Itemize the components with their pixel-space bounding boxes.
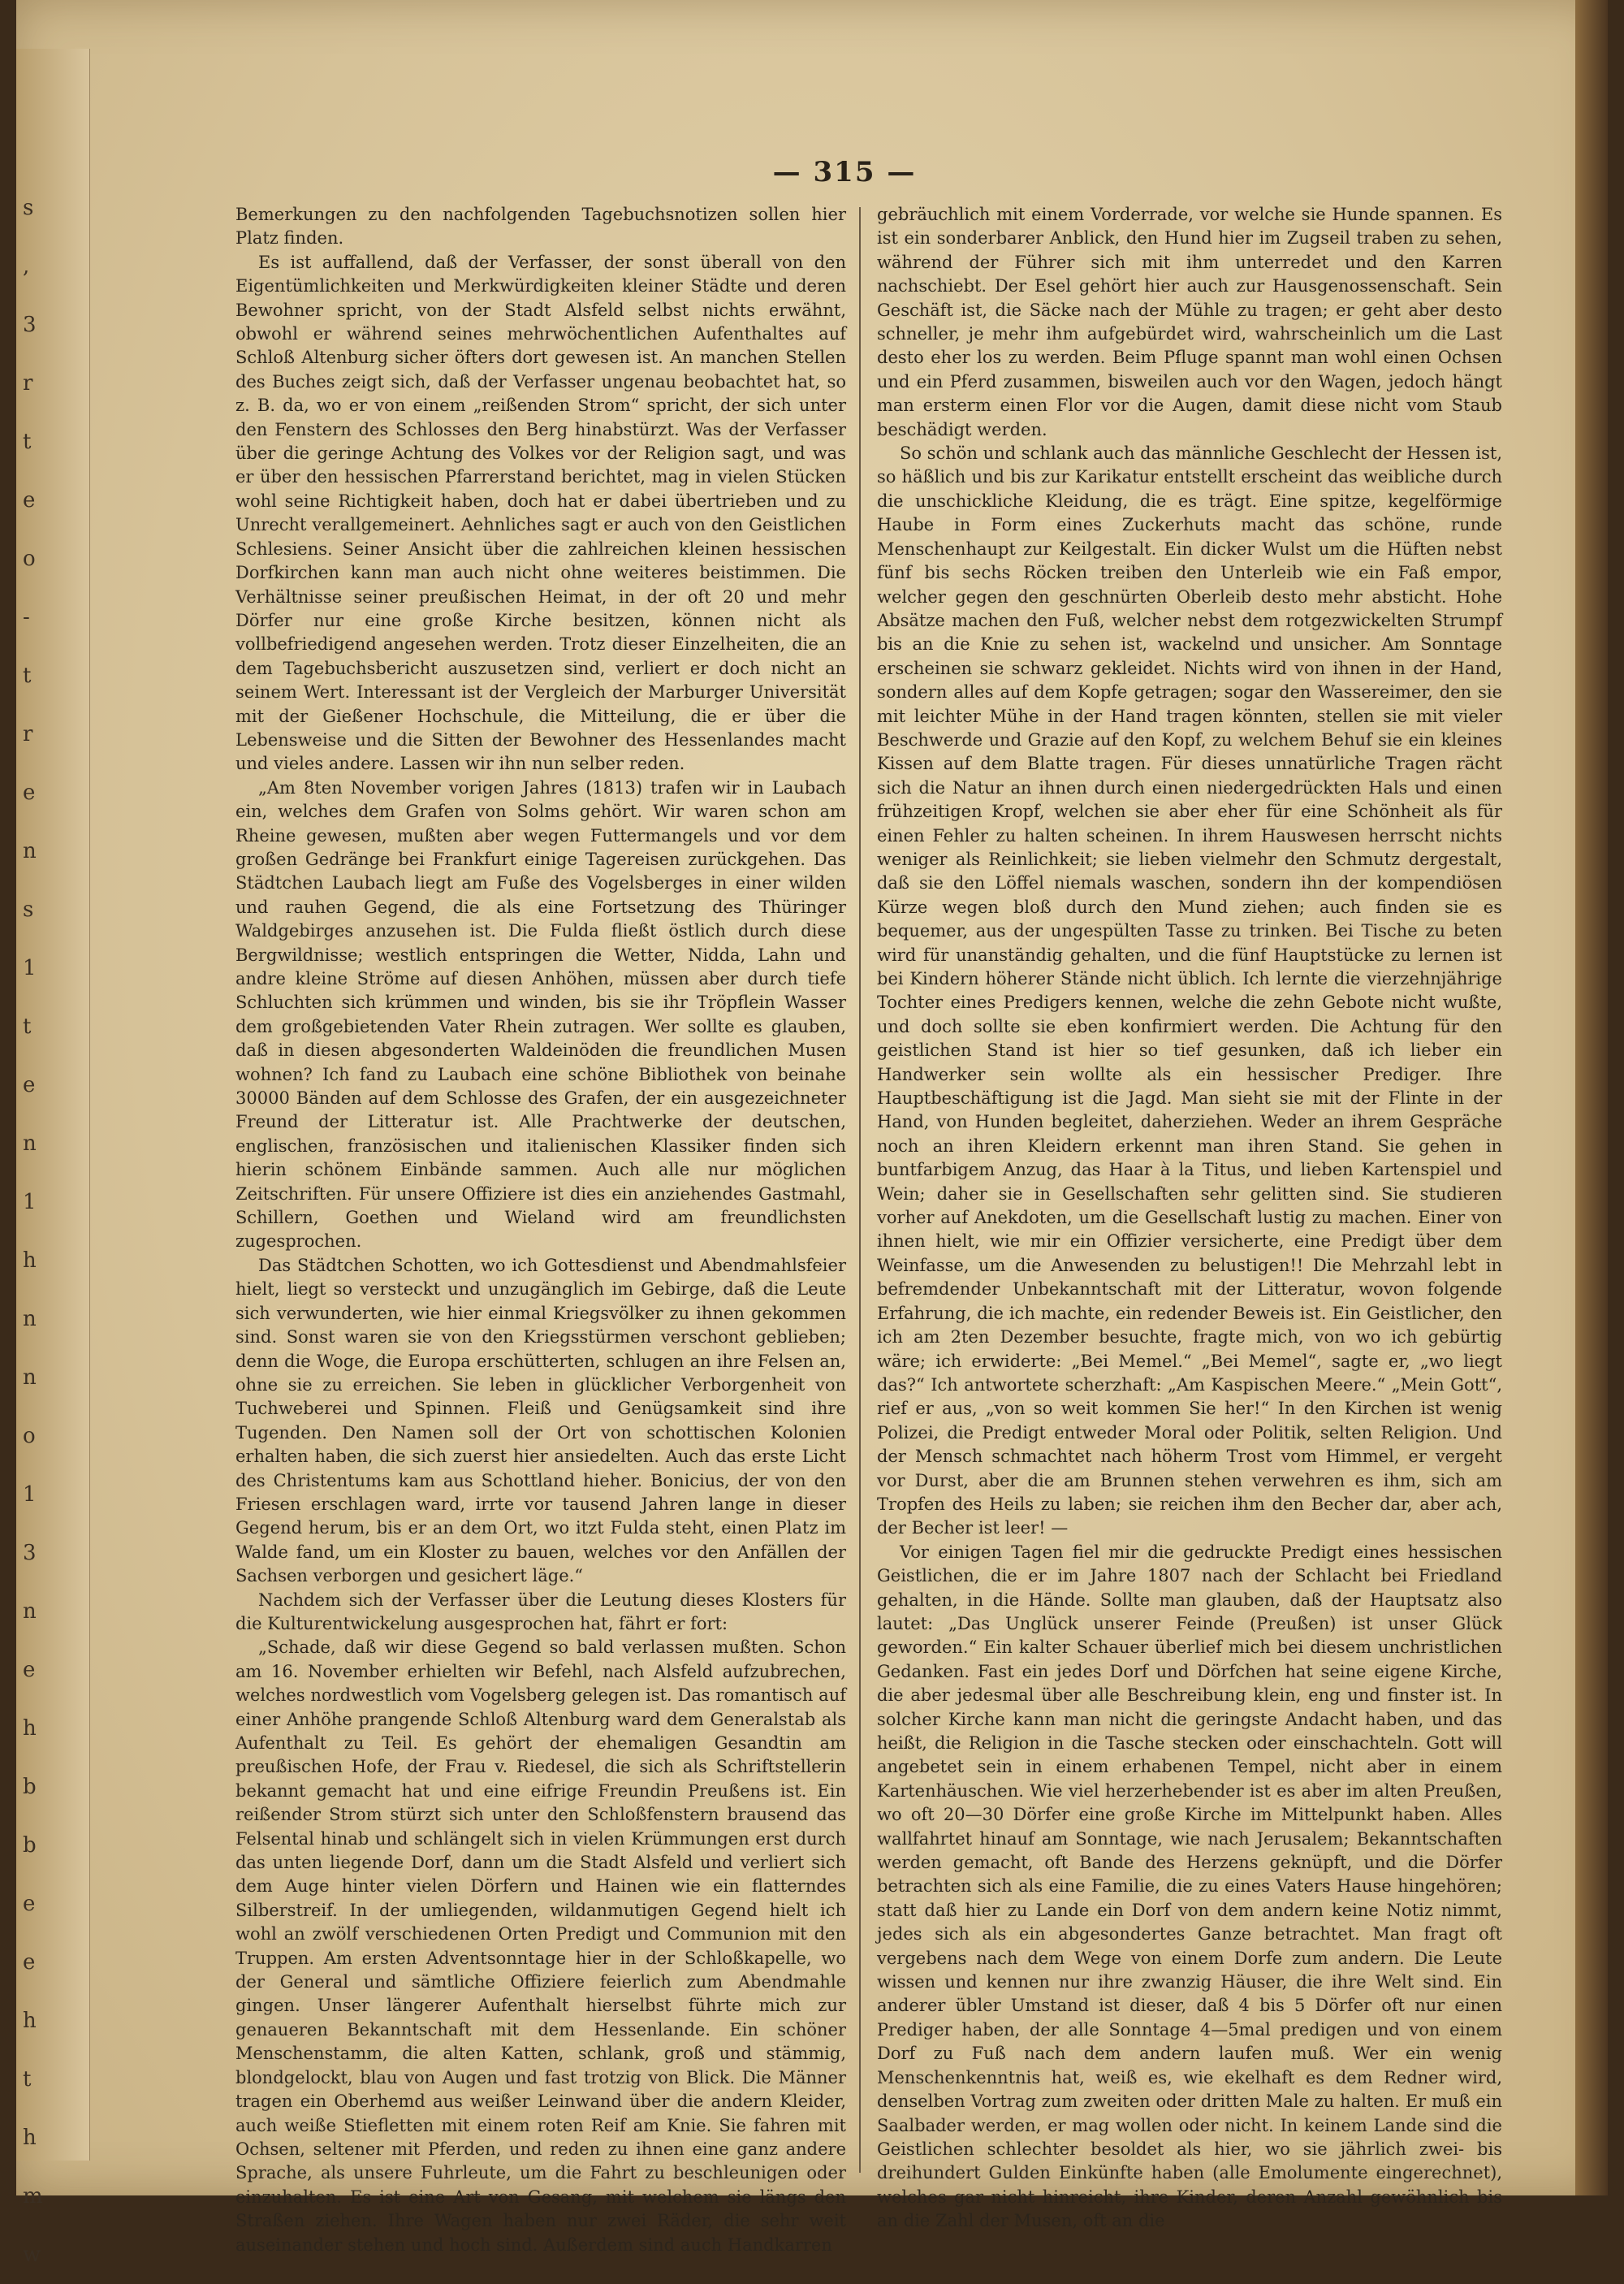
facing-page-letter: r — [23, 722, 33, 746]
paragraph: „Schade, daß wir diese Gegend so bald verlassen mußten. Schon am 16. November erhielten wir Befehl, nach Alsfeld aufzubrechen, welches nordwestlich vom Vogelsberg gelegen ist. Das romantisch auf einer Anhöhe prangende Schloß Altenburg ward dem Generalstab als Aufenthalt zu Teil. Es gehört der ehemaligen Gesandtin am preußischen Hofe, der Frau v. Riedesel, die sich als Schriftstellerin bekannt gemacht hat und eine eifrige Freundin Preußens ist. Ein reißender Strom stürzt sich unter den Schloßfenstern brausend das Felsental hinab und schlängelt sich in vielen Krümmungen erst durch das unten liegende Dorf, dann um die Stadt Alsfeld und verliert sich dem Auge hinter vielen Dörfern und Hainen wie ein flatterndes Silberstreif. In der umliegenden, wildanmutigen Gegend hielt ich wohl an zwölf verschiedenen Orten Predigt und Communion mit den Truppen. Am ersten Adventsonntage hier in der Schloßkapelle, wo der General und sämtliche Offiziere feierlich zum Abendmahle gingen. Unser längerer Aufenthalt hierselbst führte mich zur genaueren Bekanntschaft mit dem Hessenlande. Ein schöner Menschenstamm, die alten Katten, schlank, groß und stämmig, blondgelockt, blau von Augen und fast trotzig von Blick. Die Männer tragen ein Oberhemd aus weißer Leinwand über die andern Kleider, auch weiße Stiefletten mit einem roten Reif am Knie. Sie fahren mit Ochsen, seltener mit Pferden, und reden zu ihnen eine ganz andere Sprache, als unsere Fuhrleute, um die Fahrt zu beschleunigen oder einzuhalten. Es ist eine Art von Gesang, mit welchem sie längs den Straßen ziehen. Ihre Wagen haben nur zwei Räder, die sehr weit auseinander stehen und hoch sind. Außerdem sind auch Handkarren — [235, 1637, 846, 2255]
facing-page-letter: s — [23, 196, 34, 220]
facing-page-letter: m — [23, 2184, 43, 2208]
book-binding-edge — [1575, 0, 1608, 2195]
facing-page-letter: b — [23, 1833, 37, 1858]
facing-page-letter: o — [23, 1424, 36, 1448]
facing-page-letter: e — [23, 1073, 36, 1097]
facing-page-letter: n — [23, 1131, 37, 1156]
facing-page-letter: s — [23, 898, 34, 922]
right-text-column — [877, 203, 1502, 2234]
book-page — [16, 0, 1608, 2267]
facing-page-letter: n — [23, 1365, 37, 1390]
facing-page-letter: e — [23, 1950, 36, 1975]
facing-page-letter: h — [23, 2126, 37, 2150]
facing-page-letter: t — [23, 664, 32, 688]
facing-page-letter: e — [23, 1892, 36, 1916]
left-text-column — [235, 203, 846, 2257]
facing-page-letter: n — [23, 1307, 37, 1331]
facing-page-letter: 1 — [23, 956, 37, 980]
facing-page-letter: o — [23, 547, 36, 571]
facing-page-letter: w — [23, 2243, 41, 2267]
facing-page-letter: 3 — [23, 1541, 37, 1565]
facing-page-letter: e — [23, 488, 36, 513]
facing-page-letter: h — [23, 1248, 37, 1273]
facing-page-letters — [23, 179, 55, 2284]
paragraph: Es ist auffallend, daß der Verfasser, der sonst überall von den Eigentümlichkeiten und Merkwürdigkeiten kleiner Städte und deren Bewohner spricht, von der Stadt Alsfeld selbst nichts erwähnt, obwohl er während seines mehrwöchentlichen Aufenthaltes auf Schloß Altenburg sicher öfters dort gewesen ist. An manchen Stellen des Buches zeigt sich, daß der Verfasser ungenau beobachtet hat, so z. B. da, wo er von einem „reißenden Strom“ spricht, der sich unter den Fenstern des Schlosses den Berg hinabstürzt. Was der Verfasser über die geringe Achtung des Volkes vor der Religion sagt, und was er über den hessischen Pfarrerstand berichtet, mag in vielen Stücken wohl seine Richtigkeit haben, doch hat er dabei übertrieben und zu Unrecht verallgemeinert. Aehnliches sagt er auch von den Geistlichen Schlesiens. Seiner Ansicht über die zahlreichen kleinen hessischen Dorfkirchen kann man auch nicht ohne weiteres beistimmen. Die Verhältnisse seiner preußischen Heimat, in der oft 20 und mehr Dörfer nur eine große Kirche besitzen, können nicht als vollbefriedigend angesehen werden. Trotz dieser Einzelheiten, die an dem Tagebuchsbericht auszusetzen sind, verliert er doch nicht an seinem Wert. Interessant ist der Vergleich der Marburger Universität mit der Gießener Hochschule, die Mitteilung, die er über die Lebensweise und die Sitten der Bewohner des Hessenlandes macht und vieles andere. Lassen wir ihn nun selber reden. — [235, 252, 846, 774]
facing-page-letter: t — [23, 1014, 32, 1039]
facing-page-letter: 1 — [23, 1190, 37, 1214]
facing-page-letter: r — [23, 371, 33, 396]
facing-page-letter: b — [23, 1775, 37, 1799]
facing-page-letter: n — [23, 839, 37, 863]
facing-page-letter: 3 — [23, 313, 37, 337]
facing-page-letter: t — [23, 2067, 32, 2092]
facing-page-letter: n — [23, 1599, 37, 1624]
facing-page-letter: - — [23, 605, 30, 629]
column-divider — [859, 207, 861, 2173]
paragraph: Das Städtchen Schotten, wo ich Gottesdienst und Abendmahlsfeier hielt, liegt so versteckt und unzugänglich im Gebirge, daß die Leute sich verwunderten, wie hier einmal Kriegsvölker zu ihnen gekommen sind. Sonst waren sie von den Kriegsstürmen verschont geblieben; denn die Woge, die Europa erschütterten, schlugen an ihre Felsen an, ohne sie zu erreichen. Sie leben in glücklicher Verborgenheit von Tuchweberei und Spinnen. Fleiß und Genügsamkeit sind ihre Tugenden. Den Namen soll der Ort von schottischen Kolonien erhalten haben, die sich zuerst hier ansiedelten. Auch das erste Licht des Christentums kam aus Schottland hieher. Bonicius, der von den Friesen erschlagen ward, irrte vor tausend Jahren lange in dieser Gegend herum, bis er an dem Ort, wo itzt Fulda steht, einen Platz im Walde fand, um ein Kloster zu bauen, welches vor den Anfällen der Sachsen verborgen und gesichert läge.“ — [235, 1255, 846, 1586]
paragraph: „Am 8ten November vorigen Jahres (1813) trafen wir in Laubach ein, welches dem Grafen von Solms gehört. Wir waren schon am Rheine gewesen, mußten aber wegen Futtermangels und vor dem großen Gedränge bei Frankfurt einige Tagereisen zurückgehen. Das Städtchen Laubach liegt am Fuße des Vogelsberges in einer wilden und rauhen Gegend, die als eine Fortsetzung des Thüringer Waldgebirges anzusehen ist. Die Fulda fließt östlich durch diese Bergwildnisse; westlich entspringen die Wetter, Nidda, Lahn und andre kleine Ströme auf diesen Anhöhen, müssen aber durch tiefe Schluchten sich krümmen und winden, bis sie ihr Tröpflein Wasser dem großgebietenden Vater Rhein zutragen. Wer sollte es glauben, daß in diesen abgesonderten Waldeinöden die freundlichen Musen wohnen? Ich fand zu Laubach eine schöne Bibliothek von beinahe 30000 Bänden auf dem Schlosse des Grafen, der ein ausgezeichneter Freund der Litteratur ist. Alle Prachtwerke der deutschen, englischen, französischen und italienischen Klassiker finden sich hierin schönem Einbände sammen. Auch alle nur möglichen Zeitschriften. Für unsere Offiziere ist dies ein anziehendes Gastmahl, Schillern, Goethen und Wieland wird am freundlichsten zugesprochen. — [235, 777, 846, 1252]
facing-page-letter: h — [23, 2009, 37, 2033]
paragraph: Vor einigen Tagen fiel mir die gedruckte Predigt eines hessischen Geistlichen, die er im Jahre 1807 nach der Schlacht bei Friedland gehalten, in die Hände. Sollte man glauben, daß der Hauptsatz also lautet: „Das Unglück unserer Feinde (Preußen) ist unser Glück geworden.“ Ein kalter Schauer überlief mich bei diesem unchristlichen Gedanken. Fast ein jedes Dorf und Dörfchen hat seine eigene Kirche, die aber jedesmal über alle Beschreibung klein, eng und finster ist. In solcher Kirche kann man nicht die geringste Andacht haben, und das heißt, die Religion in die Tasche stecken oder einschachteln. Gott will angebetet sein in einem erhabenen Tempel, nicht aber in einem Kartenhäuschen. Wie viel herzerhebender ist es aber im alten Preußen, wo oft 20—30 Dörfer eine große Kirche im Mittelpunkt haben. Alles wallfahrtet hinauf am Sonntage, wie nach Jerusalem; Bekanntschaften werden gemacht, oft Bande des Herzens geknüpft, und die Dörfer betrachten sich als eine Familie, die zu eines Vaters Hause hingehören; statt daß hier zu Lande ein Dorf von dem andern keine Notiz nimmt, jedes sich als ein abgesondertes Ganze betrachtet. Man fragt oft vergebens nach dem Wege von einem Dorfe zum andern. Die Leute wissen und kennen nur ihre zwanzig Häuser, die ihre Welt sind. Ein anderer übler Umstand ist dieser, daß 4 bis 5 Dörfer oft nur einen Prediger haben, der alle Sonntage 4—5mal predigen und von einem Dorf zu Fuß nach dem andern laufen muß. Wer ein wenig Menschenkenntnis hat, weiß es, wie ekelhaft es dem Redner wird, denselben Vortrag zum zweiten oder dritten Male zu halten. Er muß ein Saalbader werden, er mag wollen oder nicht. In keinem Lande sind die Geistlichen schlechter besoldet als hier, wo sie jährlich zwei- bis dreihundert Gulden Einkünfte haben (alle Emolumente eingerechnet), welches gar nicht hinreicht, ihre Kinder, deren Anzahl gewöhnlich bis an die Zahl der Musen, oft an die — [877, 1542, 1502, 2231]
facing-page-letter: h — [23, 1716, 37, 1741]
facing-page-letter: t — [23, 430, 32, 454]
facing-page-letter: e — [23, 1658, 36, 1682]
page-number: — 315 — — [772, 156, 917, 188]
paragraph: Nachdem sich der Verfasser über die Leutung dieses Klosters für die Kulturentwickelung ausgesprochen hat, fährt er fort: — [235, 1590, 846, 1633]
paragraph: gebräuchlich mit einem Vorderrade, vor welche sie Hunde spannen. Es ist ein sonderbarer Anblick, den Hund hier im Zugseil traben zu sehen, während der Führer sich mit ihm unterredet und den Karren nachschiebt. Der Esel gehört hier auch zur Hausgenossenschaft. Sein Geschäft ist, die Säcke nach der Mühle zu tragen; er geht aber desto schneller, je mehr ihm aufgebürdet wird, wahrscheinlich um die Last desto eher los zu werden. Beim Pfluge spannt man wohl einen Ochsen und ein Pferd zusammen, bisweilen auch vor den Wagen, jedoch hängt man ersterm einen Flor vor die Augen, damit diese nicht vom Staub beschädigt werden. — [877, 205, 1502, 439]
facing-page-letter: e — [23, 781, 36, 805]
facing-page-letter: 1 — [23, 1482, 37, 1507]
paragraph: Bemerkungen zu den nachfolgenden Tagebuchsnotizen sollen hier Platz finden. — [235, 205, 846, 249]
paragraph: So schön und schlank auch das männliche Geschlecht der Hessen ist, so häßlich und bis zur Karikatur entstellt erscheint das weibliche durch die unschickliche Kleidung, die es trägt. Eine spitze, kegelförmige Haube in Form eines Zuckerhuts macht das schöne, runde Menschenhaupt zur Keilgestalt. Ein dicker Wulst um die Hüften nebst fünf bis sechs Röcken treiben den Unterleib wie ein Faß empor, welcher gegen den geschnürten Oberleib desto mehr absticht. Hohe Absätze machen den Fuß, welcher nebst dem rotgezwickelten Strumpf bis an die Knie zu sehen ist, wackelnd und unsicher. Am Sonntage erscheinen sie schwarz gekleidet. Nichts wird von ihnen in der Hand, sondern alles auf dem Kopfe getragen; sogar den Wassereimer, den sie mit leichter Mühe in der Hand tragen könnten, stellen sie mit vieler Beschwerde und Grazie auf den Kopf, zu welchem Behuf sie ein kleines Kissen auf dem Blatte tragen. Für dieses unnatürliche Tragen rächt sich die Natur an ihnen durch einen niedergedrückten Hals und einen frühzeitigen Kropf, welchen sie aber eher für eine Schönheit als für einen Fehler zu halten scheinen. In ihrem Hauswesen herrscht nichts weniger als Reinlichkeit; sie lieben vielmehr den Schmutz dergestalt, daß sie den Löffel niemals waschen, sondern ihn der kompendiösen Kürze wegen bloß durch den Mund ziehen; auch finden sie es bequemer, aus der ungespülten Tasse zu trinken. Bei Tische zu beten wird für unanständig gehalten, und die fünf Hauptstücke zu lernen ist bei Kindern höherer Stände nicht üblich. Ich lernte die vierzehnjährige Tochter eines Predigers kennen, welche die zehn Gebote nicht wußte, und doch sollte sie eben konfirmiert werden. Die Achtung für den geistlichen Stand ist hier so tief gesunken, daß ich lieber ein Handwerker sein wollte als ein hessischer Prediger. Ihre Hauptbeschäftigung ist die Jagd. Man sieht sie mit der Flinte in der Hand, von Hunden begleitet, daherziehen. Weder an ihrem Gespräche noch an ihren Kleidern erkennt man ihren Stand. Sie gehen in buntfarbigem Anzug, das Haar à la Titus, und lieben Kartenspiel und Wein; daher sie in Gesellschaften sehr gelitten sind. Sie studieren vorher auf Anekdoten, um die Gesellschaft lustig zu machen. Einer von ihnen hielt, wie mir ein Offizier versicherte, eine Predigt über dem Weinfasse, um die Anwesenden zu belustigen!! Die Mehrzahl lebt in befremdender Unbekanntschaft mit der Litteratur, wovon folgende Erfahrung, die ich machte, ein redender Beweis ist. Ein Geistlicher, den ich am 2ten Dezember besuchte, fragte mich, von wo ich gebürtig wäre; ich erwiderte: „Bei Memel.“ „Bei Memel“, sagte er, „wo liegt das?“ Ich antwortete scherzhaft: „Am Kaspischen Meere.“ „Mein Gott“, rief er aus, „von so weit kommen Sie her!“ In den Kirchen ist wenig Polizei, die Predigt entweder Moral oder Politik, selten Religion. Und der Mensch schmachtet nach höherm Trost vom Himmel, er vergeht vor Durst, aber die am Brunnen stehen verwehren es ihm, sich am Tropfen des Heils zu laben; sie reichen ihm den Becher dar, aber ach, der Becher ist leer! — — [877, 443, 1502, 1538]
facing-page-letter: , — [23, 254, 30, 279]
